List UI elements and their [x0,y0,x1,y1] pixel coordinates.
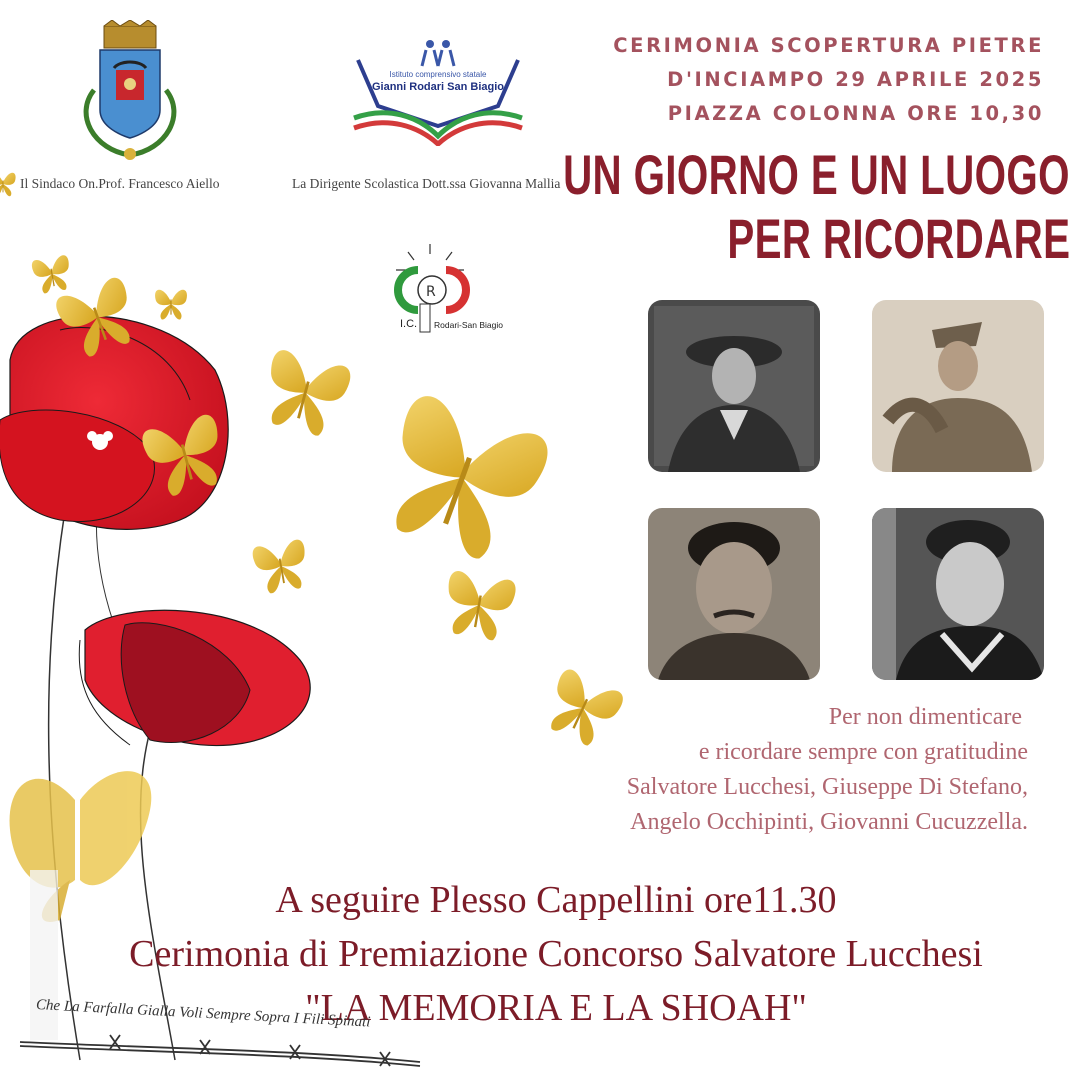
bottom-line-2: Cerimonia di Premiazione Concorso Salvatore Lucchesi [129,933,983,975]
school-logo-small-text: Istituto comprensivo statale [389,70,487,79]
portrait-photo [648,508,820,680]
butterfly-icon [369,391,554,570]
butterfly-icon [31,255,73,295]
svg-text:R: R [426,284,436,300]
headline-line-2: PER RICORDARE [727,207,1070,270]
event-line-3: PIAZZA COLONNA ORE 10,30 [667,102,1044,125]
town-crest-logo [64,20,196,165]
butterfly-icon [539,667,626,752]
tribute-line-2: e ricordare sempre con gratitudine [698,739,1028,765]
bottom-line-3: "LA MEMORIA E LA SHOAH" [305,987,807,1029]
event-line-1: CERIMONIA SCOPERTURA PIETRE [613,34,1044,57]
tribute-line-4: Angelo Occhipinti, Giovanni Cucuzzella. [630,809,1028,835]
butterfly-icon [155,290,187,320]
portrait-photo [648,300,820,472]
mayor-caption: Il Sindaco On.Prof. Francesco Aiello [20,176,220,191]
barbed-wire [20,1035,420,1066]
ic-logo-prefix: I.C. [400,318,418,330]
butterfly-icon [0,173,16,196]
school-book-logo [348,36,528,146]
school-logo-name: Gianni Rodari San Biagio [371,81,505,93]
bottom-line-1: A seguire Plesso Cappellini ore11.30 [275,879,837,921]
ic-logo-name: Rodari-San Biagio [434,320,503,330]
event-line-2: D'INCIAMPO 29 APRILE 2025 [667,68,1044,91]
headline-line-1: UN GIORNO E UN LUOGO [563,143,1070,206]
poppy-lower [79,610,310,745]
portrait-photo [872,300,1044,472]
headmistress-caption: La Dirigente Scolastica Dott.ssa Giovanna Mallia [292,176,561,191]
tribute-line-1: Per non dimenticare [828,704,1022,730]
butterfly-icon [257,348,353,440]
butterfly-icon [251,539,311,596]
tribute-line-3: Salvatore Lucchesi, Giuseppe Di Stefano, [626,774,1028,800]
motto-text: Che La Farfalla Gialla Voli Sempre Sopra I Fili Spinati [35,997,371,1031]
ic-rodari-logo [368,242,508,334]
portrait-photo [872,508,1044,680]
butterfly-icon [440,570,517,643]
